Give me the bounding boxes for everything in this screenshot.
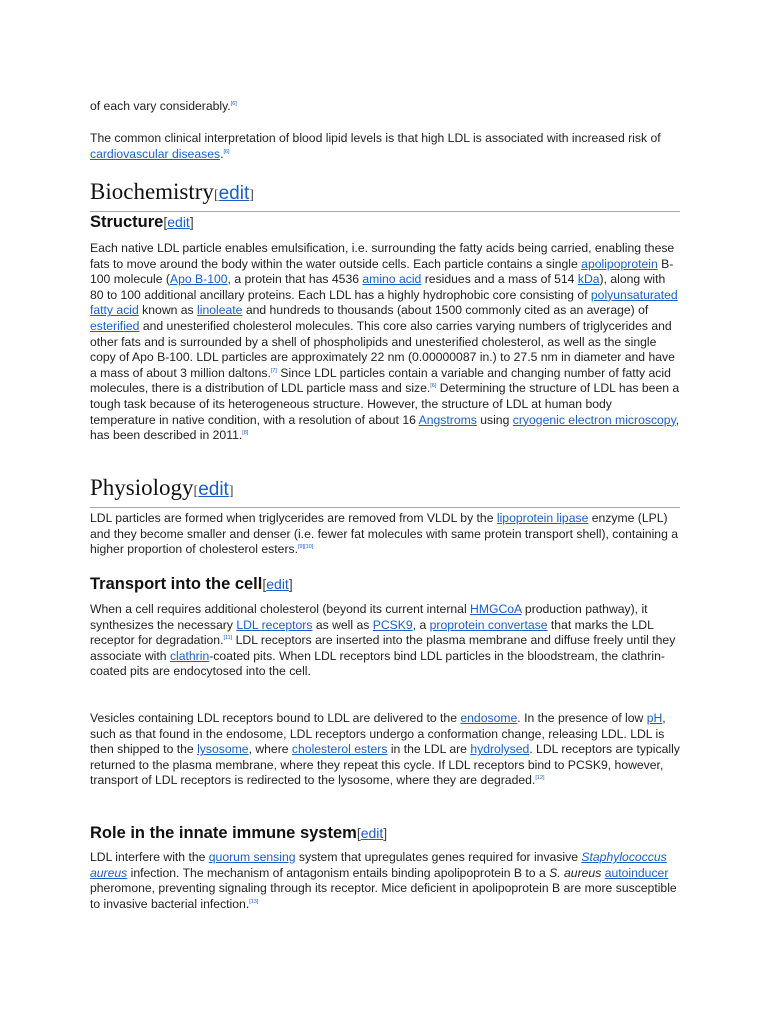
text: production pathway), it synthesizes the necessary [90,602,648,632]
link-lysosome[interactable]: lysosome [197,742,249,757]
heading-text: Biochemistry [90,179,214,204]
edit-link[interactable]: edit [167,214,190,230]
heading-text: Structure [90,213,164,231]
text: LDL interfere with the [90,850,209,864]
text: , a [412,617,430,632]
citation-ref[interactable]: [6] [230,100,237,107]
link-esterified[interactable]: esterified [90,318,140,333]
section-heading-immune [90,823,680,843]
citation-ref[interactable]: [6] [430,383,437,390]
text: , a protein that has 4536 [227,272,363,287]
text: The common clinical interpretation of blood lipid levels is that high LDL is associated with increased risk of [90,131,661,145]
section-heading-transport [90,574,680,594]
citation-ref[interactable]: [12] [535,775,545,782]
structure-paragraph [90,241,680,444]
text: LDL particles are formed when triglycerides are removed from VLDL by the [90,511,497,525]
edit-link[interactable]: edit [266,576,289,592]
transport-paragraph-1 [90,602,680,680]
text: and hundreds to thousands (about 1500 commonly cited as an average) of [242,303,649,318]
section-heading-physiology [90,474,680,508]
link-linoleate[interactable]: linoleate [197,303,243,318]
text: residues and a mass of 514 [421,272,578,287]
bracket: [ [163,214,168,230]
text: of each vary considerably. [90,99,231,113]
text: Since LDL particles contain a variable and changing number of fatty acid molecules, there is a distribution of LDL particle mass and size. [90,365,671,396]
bracket: [ [193,484,199,499]
transport-paragraph-2 [90,711,680,789]
citation-ref[interactable]: [11] [223,635,233,642]
text: Staphylococcus aureus [90,850,667,880]
text: , such as that found in the endosome, LDL receptors undergo a conformation change, releasing LDL. LDL is then shipped to the [90,711,666,757]
section-heading-biochemistry [90,178,680,212]
edit-link[interactable]: edit [198,479,229,500]
link-amino-acid[interactable]: amino acid [362,272,422,287]
link-cryogenic-electron-microscopy[interactable]: cryogenic electron microscopy [512,412,676,427]
link-ldl-receptors[interactable]: LDL receptors [236,617,313,632]
immune-paragraph [90,850,680,912]
link-cardiovascular-diseases[interactable]: cardiovascular diseases [90,146,221,161]
link-hydrolysed[interactable]: hydrolysed [470,742,530,757]
text: Vesicles containing LDL receptors bound to LDL are delivered to the [90,711,461,725]
link-cholesterol-esters[interactable]: cholesterol esters [291,742,388,757]
text: ), along with 80 to 100 additional ancillary proteins. Each LDL has a highly hydrophobic core consisting of [90,272,666,302]
text: infection. The mechanism of antagonism entails binding apolipoprotein B to a [127,865,550,880]
citation-ref[interactable]: [6] [223,148,230,155]
link-kda[interactable]: kDa [577,272,600,287]
text: S. aureus [549,865,602,880]
link-hmgcoa[interactable]: HMGCoA [470,602,522,616]
bracket: [ [213,188,219,203]
section-heading-structure [90,212,680,232]
bracket: [ [356,825,361,841]
text: , has been described in 2011. [90,412,680,443]
bracket: ] [189,214,194,230]
text: -coated pits. When LDL receptors bind LDL particles in the bloodstream, the clathrin-coated pits are endocytosed into the cell. [90,648,665,679]
link-angstroms[interactable]: Angstroms [418,412,477,427]
text: , where [248,742,292,757]
bracket: ] [249,188,254,203]
text: Determining the structure of LDL has been a tough task because of its heterogeneous structure. However, the structure of LDL at human body temperature in native condition, with a resolution of about 16 [90,381,680,427]
bracket: [ [262,576,267,592]
text: pheromone, preventing signaling through its receptor. Mice deficient in apolipoprotein B are more susceptible to invasive bacterial infection. [90,881,677,911]
text: that marks the LDL receptor for degradation. [90,617,654,648]
physiology-paragraph [90,511,680,558]
citation-ref[interactable]: [7] [270,367,278,374]
link-lipoprotein-lipase[interactable]: lipoprotein lipase [496,511,589,525]
text: Each native LDL particle enables emulsification, i.e. surrounding the fatty acids being carried, enabling these fats to move around the body within the water outside cells. Each particle contains a single [90,241,675,271]
bracket: ] [228,484,234,499]
link-clathrin[interactable]: clathrin [169,648,210,663]
citation-ref[interactable]: [9][10] [297,544,314,551]
text: known as [138,303,198,318]
edit-link[interactable]: edit [360,825,384,841]
link-apo-b-100[interactable]: Apo B-100 [169,272,228,287]
link-endosome[interactable]: endosome [460,711,518,725]
intro-paragraph-2 [90,131,680,162]
text: and unesterified cholesterol molecules. This core also carries varying numbers of triglycerides and other fats and is surrounded by a shell of phospholipids and unesterified cholesterol, as well as the single copy of Apo B-100. LDL particles are approximately 22 nm (0.00000087 in.) to 27.5 nm in diameter and have a mass of about 3 million daltons. [90,318,675,380]
text: as well as [312,617,373,632]
citation-ref[interactable]: [8] [242,430,249,437]
text: enzyme (LPL) and they become smaller and denser (i.e. fewer fat molecules with same protein transport shell), containing a higher proportion of cholesterol esters. [90,511,679,557]
text: in the LDL are [387,742,471,757]
text: . In the presence of low [517,711,647,725]
text: LDL receptors are inserted into the plasma membrane and diffuse freely until they associate with [90,633,676,663]
bracket: ] [383,825,388,841]
heading-text: Transport into the cell [90,575,263,593]
text: system that upregulates genes required for invasive [295,850,582,864]
link-apolipoprotein[interactable]: apolipoprotein [581,256,658,271]
heading-text: Role in the innate immune system [90,824,357,842]
intro-paragraph-1 [90,99,680,115]
link-polyunsaturated-fatty-acid[interactable]: polyunsaturated fatty acid [90,287,678,318]
citation-ref[interactable]: [13] [249,898,259,905]
text: . LDL receptors are typically returned to the plasma membrane, where they repeat this cycle. If LDL receptors bind to PCSK9, however, transport of LDL receptors is redirected to the lysosome, where they are degraded. [90,742,680,788]
edit-link[interactable]: edit [218,183,250,204]
link-ph[interactable]: pH [646,711,663,725]
link-autoinducer[interactable]: autoinducer [604,865,669,880]
link-proprotein-convertase[interactable]: proprotein convertase [429,617,548,632]
text: B-100 molecule ( [90,256,674,287]
heading-text: Physiology [90,475,194,500]
bracket: ] [288,576,293,592]
text: . [220,146,224,161]
link-quorum-sensing[interactable]: quorum sensing [208,850,296,864]
link-pcsk9[interactable]: PCSK9 [372,617,413,632]
text: using [476,412,513,427]
text: When a cell requires additional cholesterol (beyond its current internal [90,602,471,616]
